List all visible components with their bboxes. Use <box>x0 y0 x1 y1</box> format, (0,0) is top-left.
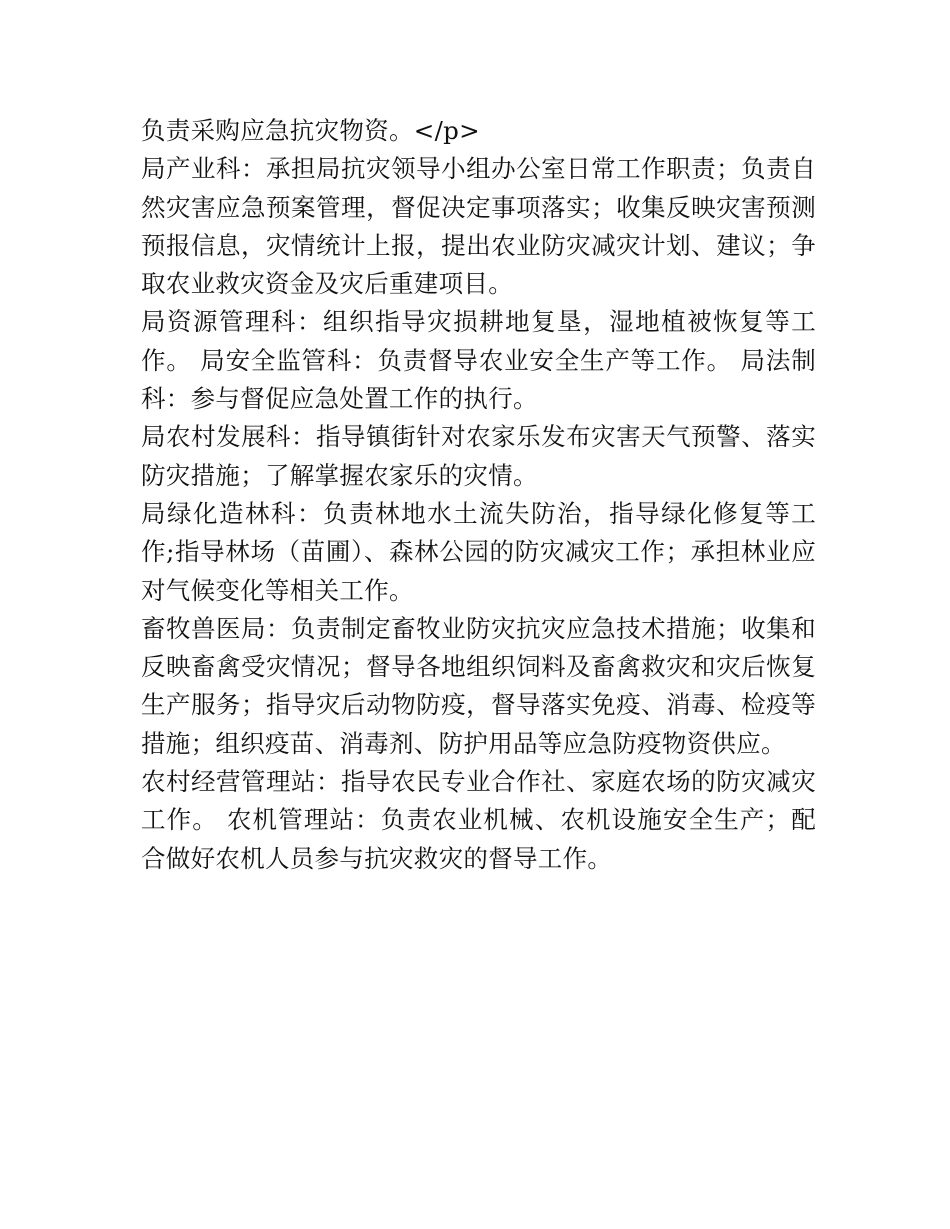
paragraph-rural-management: 农村经营管理站：指导农民专业合作社、家庭农场的防灾减灾工作。 农机管理站：负责农业机械、农机设施安全生产；配合做好农机人员参与抗灾救灾的督导工作。 <box>141 767 816 873</box>
paragraph-resource-section: 局资源管理科：组织指导灾损耕地复垦，湿地植被恢复等工作。 局安全监管科：负责督导农业安全生产等工作。 局法制科：参与督促应急处置工作的执行。 <box>141 307 816 414</box>
paragraph-industry-section: 局产业科：承担局抗灾领导小组办公室日常工作职责；负责自然灾害应急预案管理，督促决定事项落实；收集反映灾害预测预报信息，灾情统计上报，提出农业防灾减灾计划、建议；争取农业救灾资金及灾后重建项目。 <box>141 154 816 299</box>
paragraph-rural-development: 局农村发展科：指导镇街针对农家乐发布灾害天气预警、落实防灾措施；了解掌握农家乐的灾情。 <box>141 422 816 490</box>
document-body <box>141 112 816 878</box>
paragraph-afforestation: 局绿化造林科：负责林地水土流失防治，指导绿化修复等工作;指导林场（苗圃）、森林公园的防灾减灾工作；承担林业应对气候变化等相关工作。 <box>141 498 816 605</box>
paragraph-animal-husbandry: 畜牧兽医局：负责制定畜牧业防灾抗灾应急技术措施；收集和反映畜禽受灾情况；督导各地组织饲料及畜禽救灾和灾后恢复生产服务；指导灾后动物防疫，督导落实免疫、消毒、检疫等措施；组织疫苗、消毒剂、防护用品等应急防疫物资供应。 <box>141 613 816 758</box>
paragraph-procurement: 负责采购应急抗灾物资。</p> <box>141 116 480 145</box>
